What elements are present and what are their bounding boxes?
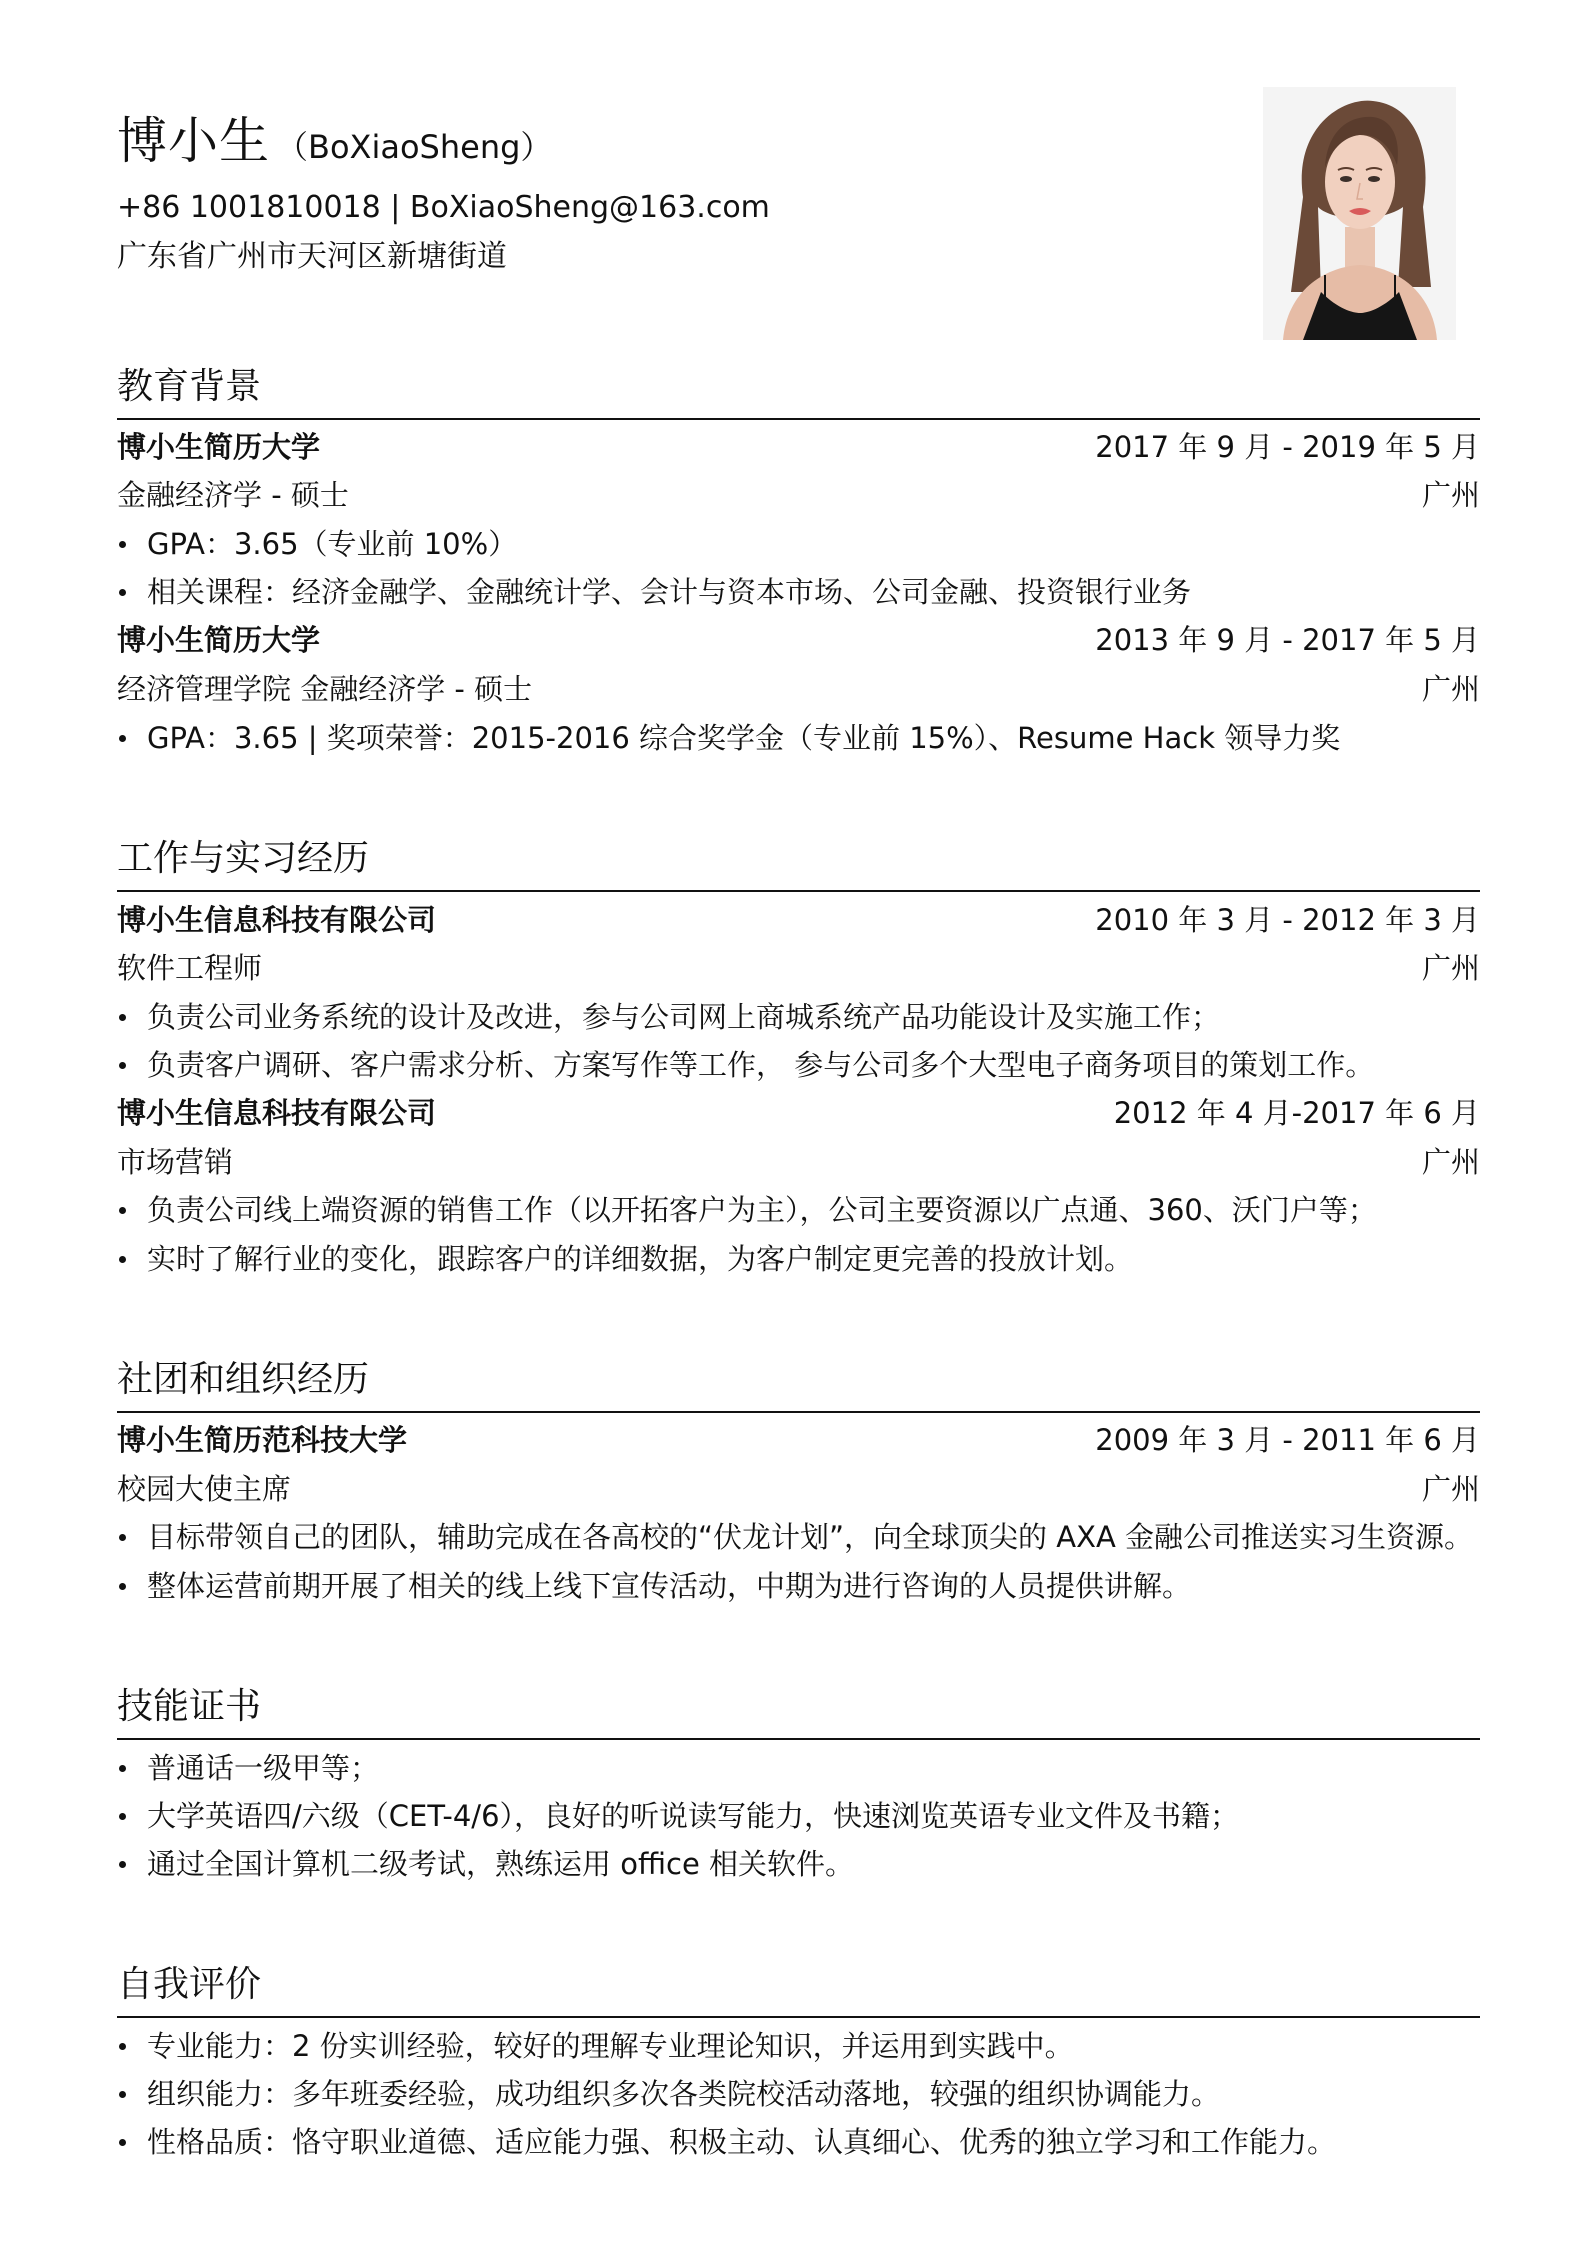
work-company: 博小生信息科技有限公司 [117,903,437,937]
bullet-text: 通过全国计算机二级考试，熟练运用 office 相关软件。 [147,1847,855,1881]
list-item [117,995,1480,1039]
list-item [117,1746,1480,1790]
bullet-text: GPA：3.65 | 奖项荣誉：2015-2016 综合奖学金（专业前 15%）、Resume Hack 领导力奖 [147,721,1341,755]
section-title-work: 工作与实习经历 [117,838,370,879]
portrait-illustration [1263,87,1456,340]
work-entry-2-subheader [117,1140,1480,1184]
list-item [117,1794,1480,1838]
work-location: 广州 [1421,1145,1480,1179]
bullet-dot [119,1813,126,1820]
bullet-text: 组织能力：多年班委经验，成功组织多次各类院校活动落地，较强的组织协调能力。 [147,2077,1221,2111]
bullet-dot [119,1014,126,1021]
education-date: 2013 年 9 月 - 2017 年 5 月 [1095,623,1480,657]
bullet-text: 大学英语四/六级（CET-4/6），良好的听说读写能力，快速浏览英语专业文件及书籍； [147,1799,1240,1833]
work-role: 软件工程师 [117,951,263,985]
bullet-text: 性格品质：恪守职业道德、适应能力强、积极主动、认真细心、优秀的独立学习和工作能力。 [147,2125,1337,2159]
work-date: 2010 年 3 月 - 2012 年 3 月 [1095,903,1480,937]
bullet-dot [119,1765,126,1772]
section-divider [117,1738,1480,1740]
bullet-text: 相关课程：经济金融学、金融统计学、会计与资本市场、公司金融、投资银行业务 [147,575,1192,609]
name-text: 博小生 [117,112,270,170]
profile-photo [1263,87,1456,340]
section-divider [117,1411,1480,1413]
education-entry-1-header [117,425,1480,469]
club-entry-1-subheader [117,1467,1480,1511]
work-role: 市场营销 [117,1145,234,1179]
education-entry-2-subheader [117,667,1480,711]
work-location: 广州 [1421,951,1480,985]
list-item [117,1515,1480,1559]
club-entry-1-header [117,1418,1480,1462]
resume-name [117,106,552,182]
list-item [117,2120,1480,2164]
bullet-text: 负责公司业务系统的设计及改进，参与公司网上商城系统产品功能设计及实施工作； [147,1000,1221,1034]
education-org: 博小生简历大学 [117,623,321,657]
bullet-dot [119,1861,126,1868]
education-location: 广州 [1421,478,1480,512]
bullet-dot [119,589,126,596]
bullet-text: GPA：3.65（专业前 10%） [147,527,518,561]
bullet-dot [119,1062,126,1069]
bullet-dot [119,2139,126,2146]
list-item [117,2024,1480,2068]
education-date: 2017 年 9 月 - 2019 年 5 月 [1095,430,1480,464]
bullet-dot [119,1256,126,1263]
bullet-text: 整体运营前期开展了相关的线上线下宣传活动，中期为进行咨询的人员提供讲解。 [147,1569,1192,1603]
work-entry-1-subheader [117,946,1480,990]
list-item [117,1564,1480,1608]
work-company: 博小生信息科技有限公司 [117,1096,437,1130]
list-item [117,570,1480,614]
bullet-dot [119,1207,126,1214]
education-degree: 金融经济学 - 硕士 [117,478,349,512]
bullet-dot [119,1534,126,1541]
section-title-education: 教育背景 [117,366,262,407]
education-entry-2-header [117,618,1480,662]
education-entry-1-subheader [117,473,1480,517]
list-item [117,1043,1480,1087]
list-item [117,522,1480,566]
section-divider [117,890,1480,892]
bullet-dot [119,1583,126,1590]
bullet-dot [119,735,126,742]
bullet-text: 负责公司线上端资源的销售工作（以开拓客户为主），公司主要资源以广点通、360、沃门户等； [147,1193,1377,1227]
list-item [117,1842,1480,1886]
club-date: 2009 年 3 月 - 2011 年 6 月 [1095,1423,1480,1457]
work-date: 2012 年 4 月-2017 年 6 月 [1113,1096,1480,1130]
education-degree: 经济管理学院 金融经济学 - 硕士 [117,672,533,706]
club-role: 校园大使主席 [117,1472,292,1506]
section-divider [117,418,1480,420]
work-entry-1-header [117,898,1480,942]
bullet-text: 普通话一级甲等； [147,1751,380,1785]
list-item [117,1237,1480,1281]
list-item [117,2072,1480,2116]
bullet-dot [119,2091,126,2098]
contact-line: +86 1001810018 | BoXiaoSheng@163.com [117,190,770,225]
education-location: 广州 [1421,672,1480,706]
bullet-dot [119,2043,126,2050]
education-org: 博小生简历大学 [117,430,321,464]
bullet-text: 负责客户调研、客户需求分析、方案写作等工作， 参与公司多个大型电子商务项目的策划工作。 [147,1048,1375,1082]
club-org: 博小生简历范科技大学 [117,1423,408,1457]
club-location: 广州 [1421,1472,1480,1506]
work-entry-2-header [117,1091,1480,1135]
section-title-club: 社团和组织经历 [117,1359,370,1400]
section-divider [117,2016,1480,2018]
name-pinyin: （BoXiaoSheng） [276,128,553,166]
bullet-text: 专业能力：2 份实训经验，较好的理解专业理论知识，并运用到实践中。 [147,2029,1074,2063]
section-title-skills: 技能证书 [117,1686,262,1727]
bullet-dot [119,541,126,548]
list-item [117,716,1480,760]
bullet-text: 实时了解行业的变化，跟踪客户的详细数据，为客户制定更完善的投放计划。 [147,1242,1134,1276]
address-line: 广东省广州市天河区新塘街道 [117,239,507,274]
bullet-text: 目标带领自己的团队，辅助完成在各高校的“伏龙计划”，向全球顶尖的 AXA 金融公司推送实习生资源。 [147,1520,1474,1554]
section-title-self: 自我评价 [117,1964,262,2005]
list-item [117,1188,1480,1232]
